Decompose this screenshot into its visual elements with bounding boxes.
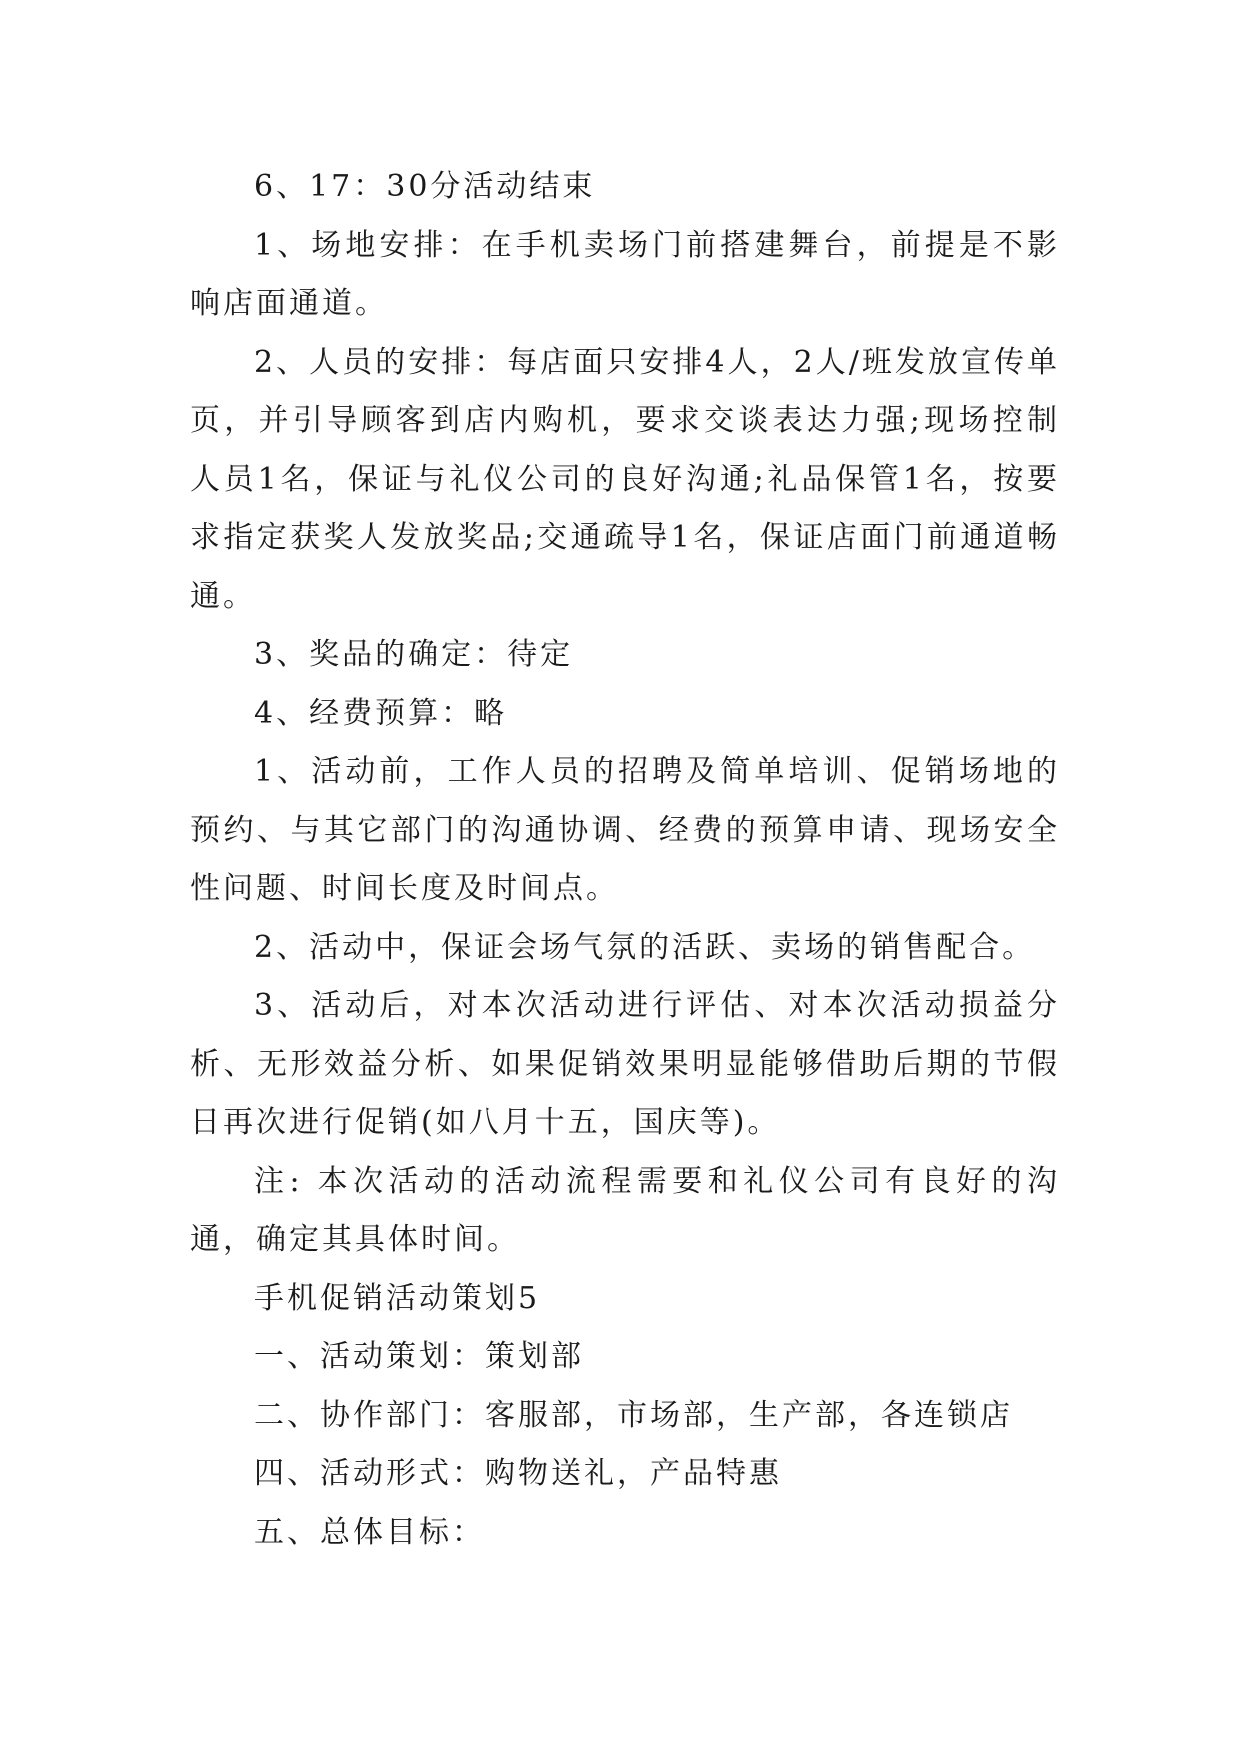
paragraph-format: 四、活动形式：购物送礼，产品特惠 (254, 1456, 782, 1491)
paragraph-before-activity: 1、活动前，工作人员的招聘及简单培训、促销场地的预约、与其它部门的沟通协调、经费的预算申请、现场安全性问题、时间长度及时间点。 (190, 754, 1060, 906)
paragraph-departments: 二、协作部门：客服部，市场部，生产部，各连锁店 (254, 1397, 1013, 1433)
paragraph-after-activity: 3、活动后，对本次活动进行评估、对本次活动损益分析、无形效益分析、如果促销效果明显能够借助后期的节假日再次进行促销(如八月十五，国庆等)。 (190, 988, 1060, 1140)
paragraph-staffing: 2、人员的安排：每店面只安排4人，2人/班发放宣传单页，并引导顾客到店内购机，要求交谈表达力强;现场控制人员1名，保证与礼仪公司的良好沟通;礼品保管1名，按要求指定获奖人发放奖品;交通疏导1名，保证店面门前通道畅通。 (190, 344, 1060, 614)
paragraph-note: 注: 本次活动的活动流程需要和礼仪公司有良好的沟通，确定其具体时间。 (190, 1163, 1060, 1257)
paragraph-venue: 1、场地安排：在手机卖场门前搭建舞台，前提是不影响店面通道。 (190, 227, 1060, 321)
section-heading: 手机促销活动策划5 (254, 1280, 541, 1316)
paragraph-budget: 4、经费预算：略 (254, 695, 508, 731)
document-body (190, 158, 1060, 1562)
paragraph-prizes: 3、奖品的确定：待定 (254, 637, 574, 672)
paragraph-during-activity: 2、活动中，保证会场气氛的活跃、卖场的销售配合。 (254, 929, 1036, 965)
paragraph-activity-end: 6、17：30分活动结束 (254, 169, 596, 204)
paragraph-planning: 一、活动策划：策划部 (254, 1339, 584, 1374)
paragraph-goals: 五、总体目标： (254, 1514, 485, 1550)
